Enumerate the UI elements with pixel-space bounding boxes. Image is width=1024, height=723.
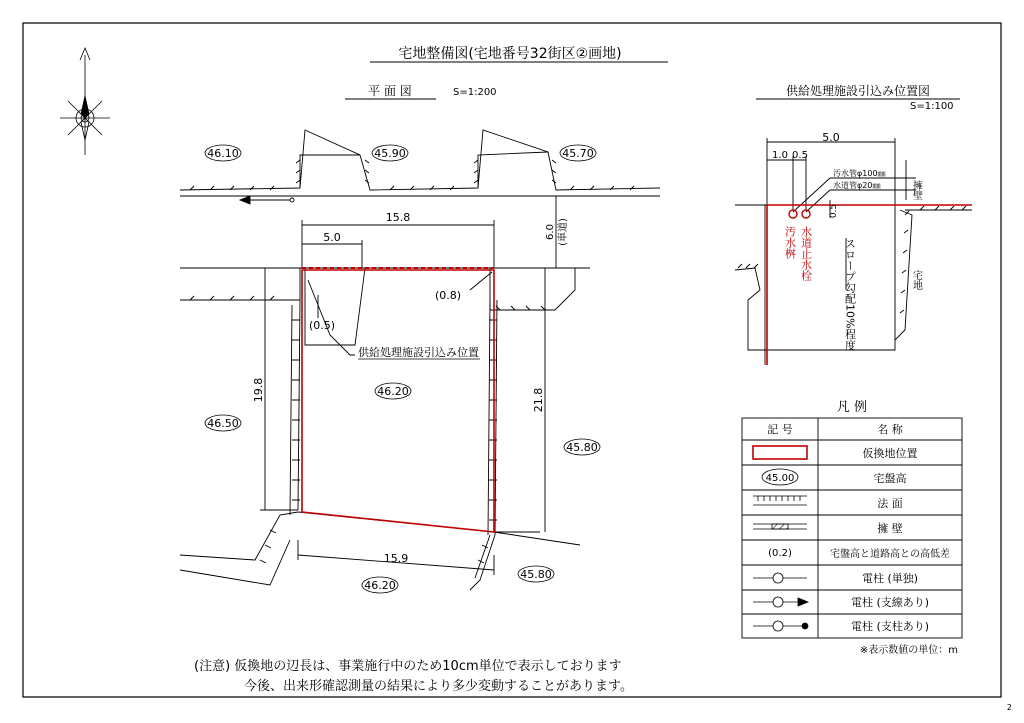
legend-row-name: 電柱 (単独) xyxy=(861,572,919,585)
legend-elevation-sample: 45.00 xyxy=(765,473,795,484)
plan-view xyxy=(180,130,660,590)
sewer-basin-icon xyxy=(789,210,797,218)
detail-scale: S=1:100 xyxy=(910,101,954,112)
elevation-label: 46.10 xyxy=(207,147,239,160)
legend-title: 凡 例 xyxy=(836,400,868,415)
dim-bottom: 15.9 xyxy=(383,552,409,565)
pipe-sewer-label: 汚水管φ100㎜ xyxy=(833,169,886,178)
page-number: 2 xyxy=(1006,703,1012,712)
note-line-1: (注意) 仮換地の辺長は、事業施行中のため10cm単位で表示しております xyxy=(194,659,622,674)
legend-header-name: 名 称 xyxy=(877,423,903,436)
detail-label: 供給処理施設引込み位置図 xyxy=(785,84,931,98)
dim-inner: 5.0 xyxy=(323,231,341,244)
lot-boundary xyxy=(302,270,494,532)
elevation-label: 45.80 xyxy=(520,568,552,581)
utility-pole-icon xyxy=(753,573,807,583)
diff-left: (0.5) xyxy=(308,319,336,332)
sewer-basin-label: 汚水桝 xyxy=(783,226,797,259)
dim-top: 15.8 xyxy=(385,211,411,224)
legend-lot-symbol xyxy=(753,446,807,459)
elevation-label: 46.50 xyxy=(207,417,239,430)
diff-right: (0.8) xyxy=(434,289,462,302)
plan-label: 平 面 図 xyxy=(368,84,412,98)
legend-diff-sample: (0.2) xyxy=(768,548,792,559)
pipe-water-label: 水道管φ20㎜ xyxy=(833,181,881,190)
dim-road-width: 6.0 xyxy=(545,224,556,240)
elevation-label: 46.20 xyxy=(364,579,396,592)
legend-row-name: 擁 壁 xyxy=(877,522,903,535)
pole-with-guy-icon xyxy=(753,597,808,607)
dim-right: 21.8 xyxy=(532,387,545,413)
water-valve-label: 水道止水栓 xyxy=(799,226,813,281)
retaining-wall-label: 擁壁 xyxy=(910,180,922,200)
compass-icon xyxy=(60,48,110,155)
note-line-2: 今後、出来形確認測量の結果により多少変動することがあります。 xyxy=(244,679,633,694)
elevation-label: 46.20 xyxy=(377,385,409,398)
elevation-label: 45.80 xyxy=(566,441,598,454)
callout-label: 供給処理施設引込み位置 xyxy=(358,346,479,359)
pole-with-strut-icon xyxy=(753,621,808,631)
dim-left: 19.8 xyxy=(252,377,265,403)
legend-slope-symbol xyxy=(753,496,807,505)
legend-row-name: 宅盤高 xyxy=(873,472,907,485)
legend-wall-symbol xyxy=(753,524,807,529)
detail-dim-b: 0.5 xyxy=(792,150,808,161)
elevation-label: 45.90 xyxy=(374,147,406,160)
land-label: 宅地 xyxy=(910,270,922,290)
elevation-label: 45.70 xyxy=(562,147,594,160)
legend-row-name: 電柱 (支線あり) xyxy=(850,596,930,609)
legend-row-name: 仮換地位置 xyxy=(862,447,918,460)
drawing-title: 宅地整備図(宅地番号32街区②画地) xyxy=(398,46,622,62)
legend-row-name: 法 面 xyxy=(877,497,903,510)
water-valve-icon xyxy=(802,210,810,218)
detail-dim-a: 1.0 xyxy=(772,150,788,161)
road-label: (車道) xyxy=(558,218,569,246)
slope-label: スロープ勾配10%程度 xyxy=(843,238,857,351)
legend-row-name: 宅盤高と道路高との高低差 xyxy=(830,549,950,560)
legend-row-name: 電柱 (支柱あり) xyxy=(850,620,930,633)
legend-header-symbol: 記 号 xyxy=(767,423,793,436)
detail-dim-c: 0.5 xyxy=(829,203,839,219)
plan-scale: S=1:200 xyxy=(453,87,497,98)
detail-dim-total: 5.0 xyxy=(822,131,840,144)
unit-note: ※表示数値の単位：m xyxy=(859,645,958,656)
